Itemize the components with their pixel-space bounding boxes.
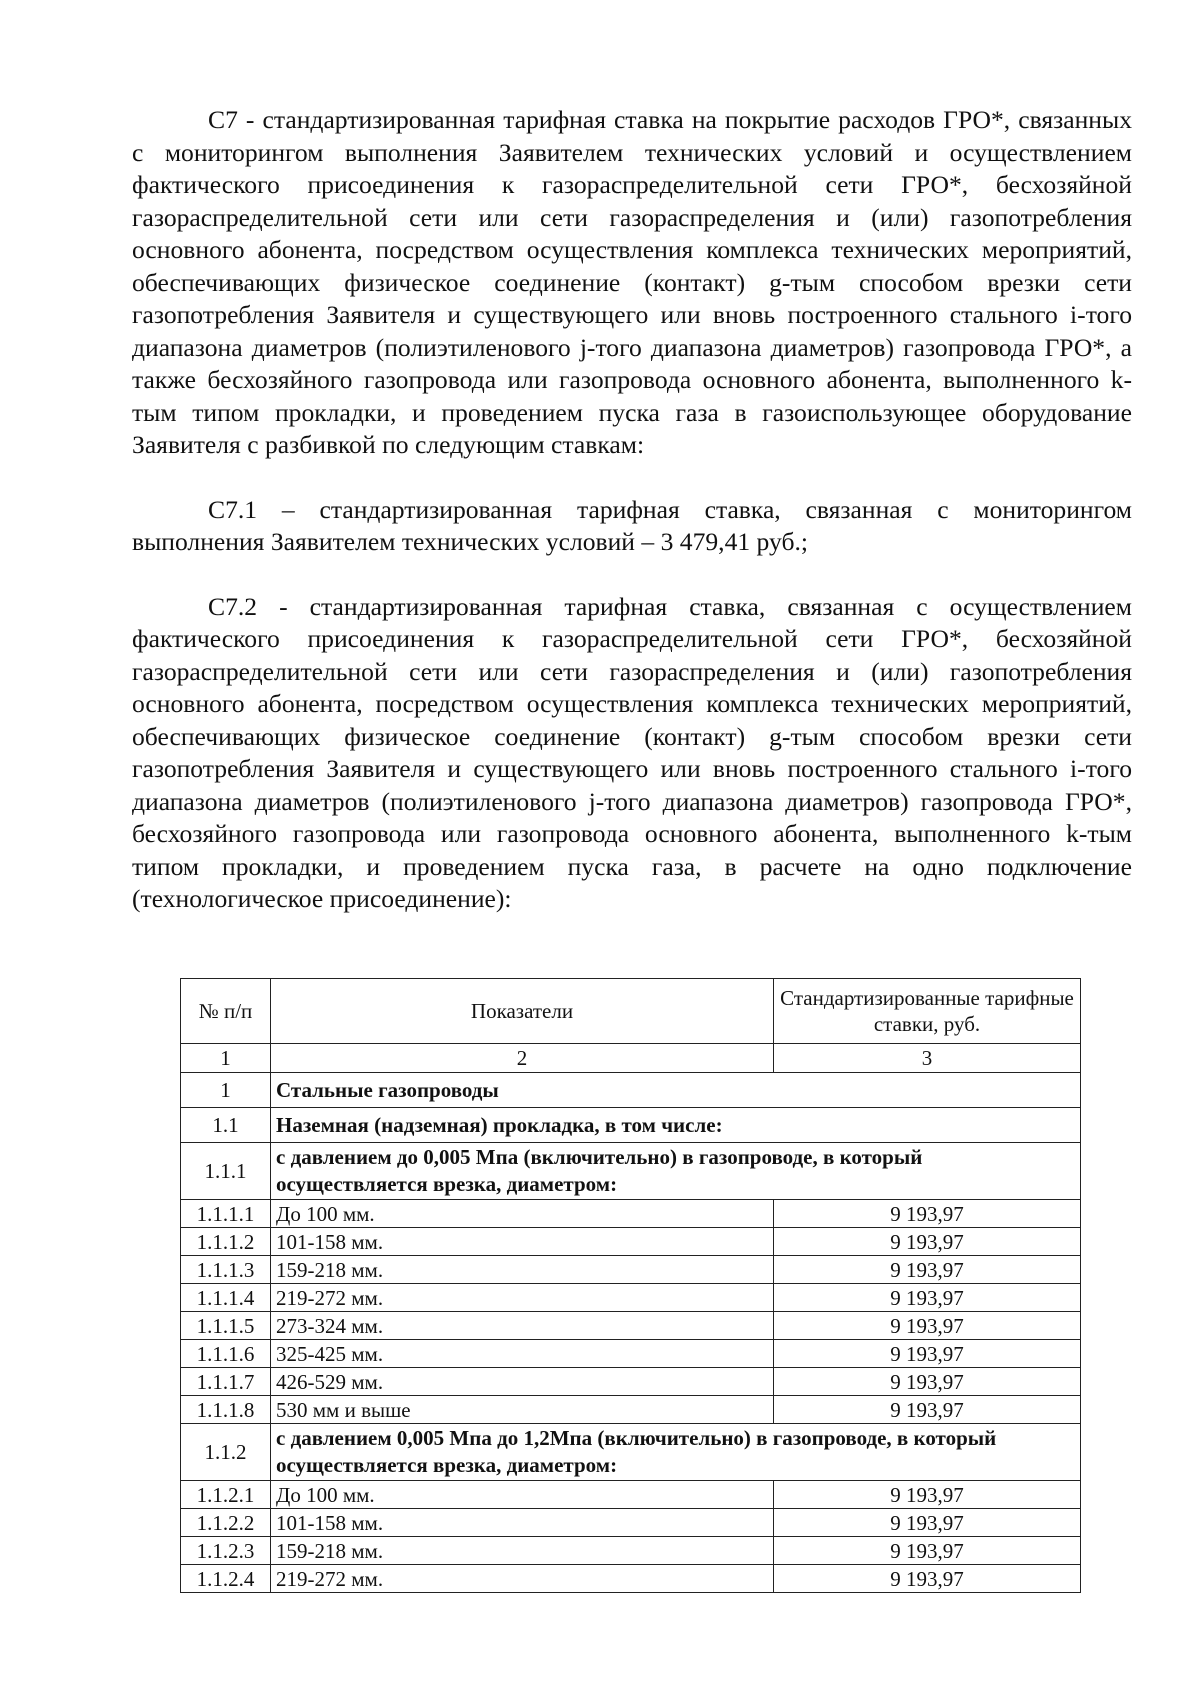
tariff-table (180, 978, 1081, 1593)
row-number: 1.1.1.1 (181, 1200, 271, 1228)
row-value: 9 193,97 (774, 1509, 1081, 1537)
row-value: 9 193,97 (774, 1396, 1081, 1424)
column-number-2: 2 (271, 1044, 774, 1073)
row-number: 1.1.1.8 (181, 1396, 271, 1424)
column-number-1: 1 (181, 1044, 271, 1073)
row-label: 159-218 мм. (271, 1537, 774, 1565)
row-number: 1.1.2.2 (181, 1509, 271, 1537)
row-label: До 100 мм. (271, 1200, 774, 1228)
table-row (181, 1284, 1081, 1312)
row-number: 1.1.1.4 (181, 1284, 271, 1312)
column-number-row (181, 1044, 1081, 1073)
row-number: 1.1 (181, 1108, 271, 1143)
row-label: 101-158 мм. (271, 1228, 774, 1256)
row-label: 219-272 мм. (271, 1284, 774, 1312)
table-row (181, 1228, 1081, 1256)
subsection-row (181, 1108, 1081, 1143)
subsection-label: Наземная (надземная) прокладка, в том числе: (271, 1108, 1081, 1143)
table-header-row (181, 979, 1081, 1044)
column-number-3: 3 (774, 1044, 1081, 1073)
group-label: с давлением до 0,005 Мпа (включительно) в газопроводе, в который осуществляется врезка, диаметром: (271, 1143, 1081, 1200)
row-value: 9 193,97 (774, 1481, 1081, 1509)
group-row (181, 1424, 1081, 1481)
document-body (132, 104, 1132, 916)
section-label: Стальные газопроводы (271, 1073, 1081, 1108)
table-row (181, 1509, 1081, 1537)
group-label: с давлением 0,005 Мпа до 1,2Мпа (включительно) в газопроводе, в который осуществляется врезка, диаметром: (271, 1424, 1081, 1481)
row-label: До 100 мм. (271, 1481, 774, 1509)
row-label: 325-425 мм. (271, 1340, 774, 1368)
row-value: 9 193,97 (774, 1256, 1081, 1284)
row-value: 9 193,97 (774, 1312, 1081, 1340)
row-label: 530 мм и выше (271, 1396, 774, 1424)
row-number: 1.1.2.3 (181, 1537, 271, 1565)
paragraph-c7-2: С7.2 - стандартизированная тарифная ставка, связанная с осуществлением фактического присоединения к газораспределительной сети ГРО*, бесхозяйной газораспределительной сети или сети газораспределения и (или) газопотребления основного абонента, посредством осуществления комплекса технических мероприятий, обеспечивающих физическое соединение (контакт) g-тым способом врезки сети газопотребления Заявителя и существующего или вновь построенного стального i-того диапазона диаметров (полиэтиленового j-того диапазона диаметров) газопровода ГРО*, бесхозяйного газопровода или газопровода основного абонента, выполненного k-тым типом прокладки, и проведением пуска газа, в расчете на одно подключение (технологическое присоединение): (132, 591, 1132, 913)
row-number: 1.1.2.4 (181, 1565, 271, 1593)
row-value: 9 193,97 (774, 1228, 1081, 1256)
table-row (181, 1537, 1081, 1565)
table-row (181, 1256, 1081, 1284)
row-number: 1.1.1.5 (181, 1312, 271, 1340)
header-indicators: Показатели (271, 979, 774, 1044)
group-row (181, 1143, 1081, 1200)
row-label: 159-218 мм. (271, 1256, 774, 1284)
table-row (181, 1200, 1081, 1228)
row-number: 1.1.1 (181, 1143, 271, 1200)
row-number: 1.1.1.3 (181, 1256, 271, 1284)
row-label: 273-324 мм. (271, 1312, 774, 1340)
paragraph-c7: С7 - стандартизированная тарифная ставка на покрытие расходов ГРО*, связанных с мониторингом выполнения Заявителем технических условий и осуществлением фактического присоединения к газораспределительной сети ГРО*, бесхозяйной газораспределительной сети или сети газораспределения и (или) газопотребления основного абонента, посредством осуществления комплекса технических мероприятий, обеспечивающих физическое соединение (контакт) g-тым способом врезки сети газопотребления Заявителя и существующего или вновь построенного стального i-того диапазона диаметров (полиэтиленового j-того диапазона диаметров) газопровода ГРО*, а также бесхозяйного газопровода или газопровода основного абонента, выполненного k-тым типом прокладки, и проведением пуска газа в газоиспользующее оборудование Заявителя с разбивкой по следующим ставкам: (132, 105, 1132, 459)
row-number: 1 (181, 1073, 271, 1108)
row-value: 9 193,97 (774, 1200, 1081, 1228)
row-value: 9 193,97 (774, 1565, 1081, 1593)
row-value: 9 193,97 (774, 1340, 1081, 1368)
table-row (181, 1312, 1081, 1340)
row-number: 1.1.1.7 (181, 1368, 271, 1396)
row-value: 9 193,97 (774, 1537, 1081, 1565)
row-number: 1.1.2.1 (181, 1481, 271, 1509)
table-row (181, 1565, 1081, 1593)
paragraph-c7-1: С7.1 – стандартизированная тарифная ставка, связанная с мониторингом выполнения Заявителем технических условий – 3 479,41 руб.; (132, 494, 1132, 556)
row-label: 219-272 мм. (271, 1565, 774, 1593)
header-number: № п/п (181, 979, 271, 1044)
table-row (181, 1368, 1081, 1396)
table-row (181, 1340, 1081, 1368)
row-value: 9 193,97 (774, 1368, 1081, 1396)
row-label: 426-529 мм. (271, 1368, 774, 1396)
row-label: 101-158 мм. (271, 1509, 774, 1537)
row-value: 9 193,97 (774, 1284, 1081, 1312)
section-row (181, 1073, 1081, 1108)
tariff-table-wrapper (180, 978, 1080, 1593)
row-number: 1.1.1.6 (181, 1340, 271, 1368)
header-rates: Стандартизированные тарифные ставки, руб. (774, 979, 1081, 1044)
table-row (181, 1396, 1081, 1424)
row-number: 1.1.2 (181, 1424, 271, 1481)
table-row (181, 1481, 1081, 1509)
row-number: 1.1.1.2 (181, 1228, 271, 1256)
